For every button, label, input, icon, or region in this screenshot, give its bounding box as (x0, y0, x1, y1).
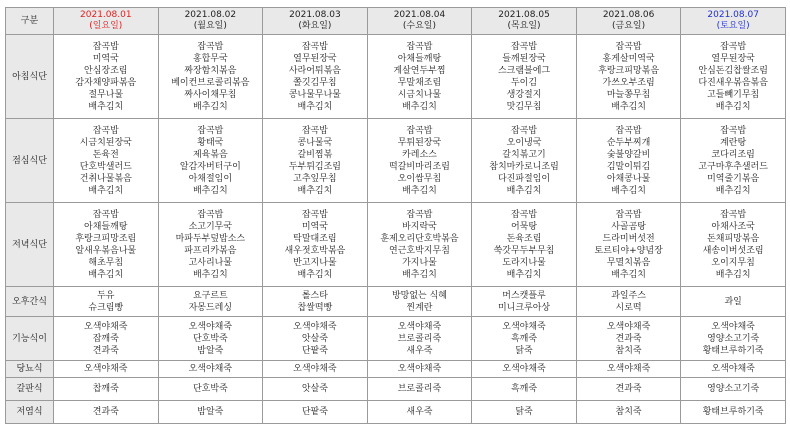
menu-item: 짜장함치볶음 (184, 65, 237, 76)
menu-item: 잡곡밥 (615, 41, 642, 52)
menu-item: 슈크림빵 (88, 302, 124, 313)
row-label: 기능식이 (6, 317, 54, 361)
menu-item: 오색야채죽 (293, 321, 337, 332)
menu-item: 후랑크피망조림 (75, 233, 137, 244)
menu-item: 배추김치 (192, 185, 228, 196)
menu-item: 미역국 (92, 53, 119, 64)
menu-item: 배추김치 (506, 185, 542, 196)
menu-cell (158, 401, 263, 424)
menu-item: 새우죽 (406, 407, 433, 417)
row-label: 저염식 (6, 401, 54, 424)
menu-item: 배추김치 (506, 269, 542, 280)
menu-item: 오색야채죽 (293, 364, 337, 374)
menu-item: 새우죽 (406, 345, 433, 356)
menu-item: 배추김치 (402, 101, 437, 112)
menu-item: 아채절임이 (188, 173, 233, 184)
menu-item: 오색야채죽 (606, 364, 651, 374)
menu-item: 새우젓호박볶음 (284, 245, 346, 256)
menu-item: 아채콩나물 (606, 173, 651, 184)
menu-item: 잡곡밥 (720, 125, 747, 136)
menu-item: 잡곡밥 (406, 125, 433, 136)
menu-item: 미니크루아상 (497, 302, 551, 313)
menu-item: 무말채조림 (397, 77, 442, 88)
menu-cell (158, 361, 263, 378)
menu-item: 연근호박지무침 (389, 245, 450, 256)
menu-item: 토르티야+양념장 (594, 245, 663, 256)
menu-cell (158, 378, 263, 401)
menu-item: 알새우볶음나물 (75, 245, 137, 256)
menu-item: 무튀된장국 (397, 137, 442, 148)
menu-cell (367, 378, 472, 401)
menu-item: 소고기무국 (188, 221, 233, 232)
lunch-row (6, 119, 786, 203)
menu-item: 머스캣플루 (502, 290, 546, 301)
menu-item: 영양소고기죽 (707, 384, 760, 394)
menu-item: 게살연두부찜 (393, 65, 446, 76)
menu-cell (263, 317, 368, 361)
menu-cell (263, 119, 368, 203)
menu-item: 해초무침 (88, 257, 124, 268)
menu-cell (681, 361, 786, 378)
menu-item: 잡깨죽 (92, 333, 119, 344)
menu-cell (54, 35, 159, 119)
date-header (158, 8, 263, 35)
date-text: 2021.08.04 (393, 10, 446, 20)
menu-item: 오색야채죽 (397, 364, 442, 374)
menu-cell (263, 287, 368, 317)
menu-item: 가지나물 (402, 257, 437, 268)
menu-item: 견과죽 (92, 345, 119, 356)
menu-item: 배추김치 (402, 269, 437, 280)
menu-cell (472, 361, 577, 378)
menu-cell (158, 35, 263, 119)
menu-cell (263, 378, 368, 401)
menu-cell (472, 378, 577, 401)
weekday-text: (일요일) (89, 21, 123, 31)
menu-item: 들깨된장국 (502, 53, 546, 64)
menu-item: 배추김치 (715, 269, 751, 280)
menu-item: 오색야채죽 (188, 321, 233, 332)
menu-cell (681, 119, 786, 203)
date-header (681, 8, 786, 35)
menu-item: 단팥죽 (301, 345, 328, 356)
menu-item: 드라미버섯전 (602, 233, 655, 244)
date-text: 2021.08.01 (80, 10, 132, 20)
menu-cell (367, 119, 472, 203)
menu-item: 배추김치 (611, 269, 646, 280)
menu-item: 과일 (724, 296, 742, 307)
menu-item: 배추김치 (192, 101, 228, 112)
menu-cell (472, 35, 577, 119)
menu-item: 배추김치 (192, 269, 228, 280)
menu-item: 잡곡밥 (720, 209, 747, 220)
row-label: 점심식단 (6, 119, 54, 203)
menu-item: 황태브루하기죽 (702, 407, 764, 417)
dinner-row (6, 203, 786, 287)
menu-cell (158, 287, 263, 317)
menu-item: 반고지나물 (293, 257, 337, 268)
menu-cell (472, 203, 577, 287)
menu-cell (472, 401, 577, 424)
menu-cell (576, 378, 681, 401)
menu-item: 과일주스 (611, 290, 646, 301)
menu-cell (54, 401, 159, 424)
menu-item: 밤알죽 (197, 345, 224, 356)
menu-item: 고사리나물 (188, 257, 233, 268)
menu-item: 오색야채죽 (502, 321, 546, 332)
menu-cell (263, 203, 368, 287)
menu-item: 잡곡밥 (301, 125, 328, 136)
menu-item: 시금치된장국 (79, 137, 132, 148)
menu-cell (158, 203, 263, 287)
weekday-text: (금요일) (612, 21, 646, 31)
menu-item: 찐계란 (406, 302, 433, 313)
menu-cell (54, 203, 159, 287)
menu-item: 마늘쫑무침 (606, 89, 651, 100)
breakfast-row (6, 35, 786, 119)
menu-cell (54, 361, 159, 378)
date-text: 2021.08.02 (184, 10, 237, 20)
menu-item: 두유 (97, 290, 115, 301)
menu-item: 배추김치 (297, 185, 333, 196)
menu-cell (54, 317, 159, 361)
menu-item: 흑깨죽 (510, 333, 538, 344)
menu-item: 잡곡밥 (720, 41, 747, 52)
menu-item: 참치죽 (615, 407, 642, 417)
menu-cell (472, 317, 577, 361)
menu-item: 돈채피망볶음 (707, 233, 760, 244)
menu-item: 새송이버섯조림 (702, 245, 764, 256)
row-label: 갈판식 (6, 378, 54, 401)
weekday-text: (화요일) (298, 21, 332, 31)
menu-item: 배추김치 (88, 185, 124, 196)
menu-item: 잡곡밥 (615, 125, 642, 136)
menu-item: 흑깨죽 (510, 384, 538, 394)
menu-item: 오이쌈무침 (397, 173, 442, 184)
menu-item: 무멸치볶음 (606, 257, 651, 268)
menu-item: 콩나물국 (297, 137, 333, 148)
menu-item: 파프리카볶음 (184, 245, 237, 256)
menu-item: 콩나물무나물 (288, 89, 341, 100)
low-calorie-diet-row (6, 378, 786, 401)
menu-item: 참치죽 (615, 345, 642, 356)
menu-item: 미역국 (301, 221, 328, 232)
menu-item: 오색야채죽 (188, 364, 233, 374)
menu-item: 오색야채죽 (84, 364, 128, 374)
menu-cell (158, 119, 263, 203)
menu-cell (367, 317, 472, 361)
menu-item: 훈제오리단호박볶음 (380, 233, 459, 244)
menu-item: 제육볶음 (192, 149, 228, 160)
menu-item: 탁말대조림 (293, 233, 337, 244)
menu-item: 두부튀김조림 (288, 161, 341, 172)
menu-item: 생강절지 (506, 89, 542, 100)
menu-item: 황태국 (197, 137, 224, 148)
menu-item: 오이지무침 (711, 257, 755, 268)
menu-item: 잡곡밥 (197, 41, 224, 52)
menu-item: 잡곡밥 (92, 41, 119, 52)
menu-cell (263, 361, 368, 378)
menu-item: 홍게살미역국 (602, 53, 655, 64)
menu-item: 견과죽 (615, 333, 642, 344)
menu-item: 어묵탕 (510, 221, 538, 232)
row-label: 아침식단 (6, 35, 54, 119)
menu-cell (263, 35, 368, 119)
date-text: 2021.08.07 (707, 10, 759, 20)
menu-cell (367, 35, 472, 119)
menu-item: 오색야채죽 (502, 364, 546, 374)
menu-item: 시로떡 (615, 302, 642, 313)
menu-item: 열무된장국 (293, 53, 337, 64)
snack-row (6, 287, 786, 317)
menu-item: 가쓰오부조림 (602, 77, 655, 88)
menu-cell (681, 287, 786, 317)
row-label: 저녁식단 (6, 203, 54, 287)
menu-item: 견과죽 (92, 407, 119, 417)
menu-item: 단호박죽 (192, 333, 228, 344)
menu-cell (472, 287, 577, 317)
menu-item: 떡갈비마리조림 (389, 161, 450, 172)
menu-item: 잡곡밥 (92, 209, 119, 220)
menu-item: 잡곡밥 (197, 209, 224, 220)
menu-cell (367, 203, 472, 287)
menu-item: 영양소고기죽 (707, 333, 760, 344)
menu-item: 미역줄기볶음 (707, 173, 760, 184)
menu-item: 스크램블에그 (497, 65, 551, 76)
date-header (263, 8, 368, 35)
menu-item: 아채들깨탕 (397, 53, 442, 64)
menu-item: 잡곡밥 (510, 209, 538, 220)
menu-cell (54, 119, 159, 203)
menu-item: 안심장조림 (84, 65, 128, 76)
menu-item: 오색야채죽 (84, 321, 128, 332)
menu-item: 후랑크피망볶음 (598, 65, 660, 76)
menu-item: 알감자버터구이 (179, 161, 241, 172)
menu-item: 잡곡밥 (406, 209, 433, 220)
menu-item: 잡곡밥 (301, 209, 328, 220)
menu-cell (576, 119, 681, 203)
menu-item: 브로콜리죽 (397, 384, 442, 394)
menu-cell (472, 119, 577, 203)
menu-cell (576, 401, 681, 424)
menu-item: 오색야채죽 (711, 321, 755, 332)
menu-item: 찹깨죽 (92, 384, 119, 394)
menu-item: 잡곡밥 (92, 125, 119, 136)
menu-item: 김말이튀김 (606, 161, 651, 172)
menu-item: 참치마카로니조림 (489, 161, 559, 172)
menu-item: 쑥갓무두부무침 (493, 245, 555, 256)
menu-item: 아채사조국 (711, 221, 755, 232)
menu-cell (576, 35, 681, 119)
menu-item: 짜사이채무침 (184, 89, 237, 100)
menu-cell (367, 361, 472, 378)
row-label: 오후간식 (6, 287, 54, 317)
menu-item: 배추김치 (715, 101, 751, 112)
menu-item: 롤스타 (301, 290, 328, 301)
menu-item: 코다리조림 (711, 149, 755, 160)
menu-item: 밤알죽 (197, 407, 224, 417)
menu-item: 잡곡밥 (510, 41, 538, 52)
menu-cell (263, 401, 368, 424)
menu-item: 다진파절임이 (497, 173, 551, 184)
functional-diet-row (6, 317, 786, 361)
menu-item: 안심돈김찹쌀조림 (698, 65, 768, 76)
menu-item: 계란탕 (720, 137, 747, 148)
menu-item: 단팥죽 (301, 407, 328, 417)
meal-menu-table (5, 7, 786, 424)
menu-item: 잡곡밥 (301, 41, 328, 52)
menu-item: 브로콜리죽 (397, 333, 442, 344)
date-header (472, 8, 577, 35)
menu-item: 단호박샐러드 (79, 161, 132, 172)
menu-item: 열무된장국 (711, 53, 755, 64)
menu-item: 오이냉국 (506, 137, 542, 148)
menu-cell (576, 203, 681, 287)
menu-item: 홍합무국 (192, 53, 228, 64)
menu-cell (367, 287, 472, 317)
menu-item: 아채들깨탕 (84, 221, 128, 232)
diabetic-diet-row (6, 361, 786, 378)
menu-item: 방망없는 식혜 (391, 290, 447, 301)
menu-item: 돈육조림 (506, 233, 542, 244)
menu-item: 고구마후추샐러드 (698, 161, 768, 172)
menu-item: 시금치나물 (397, 89, 442, 100)
menu-cell (681, 317, 786, 361)
menu-item: 배추김치 (88, 101, 124, 112)
menu-item: 배추김치 (297, 101, 333, 112)
weekday-text: (수요일) (402, 21, 437, 31)
menu-item: 쫄깃김무침 (293, 77, 337, 88)
row-label: 당뇨식 (6, 361, 54, 378)
weekday-text: (월요일) (193, 21, 227, 31)
date-text: 2021.08.06 (602, 10, 655, 20)
menu-item: 돈육전 (92, 149, 119, 160)
date-header (54, 8, 159, 35)
menu-item: 갈비찜볶 (297, 149, 333, 160)
menu-item: 바지락국 (402, 221, 437, 232)
menu-item: 고들빼기무침 (707, 89, 760, 100)
date-text: 2021.08.03 (289, 10, 341, 20)
menu-item: 마파두부덮밥소스 (175, 233, 246, 244)
date-header (367, 8, 472, 35)
menu-cell (576, 361, 681, 378)
menu-item: 오색야채죽 (606, 321, 651, 332)
menu-item: 앗살죽 (301, 333, 328, 344)
date-text: 2021.08.05 (498, 10, 550, 20)
menu-cell (576, 317, 681, 361)
menu-item: 견과죽 (615, 384, 642, 394)
menu-cell (367, 401, 472, 424)
menu-item: 맛김무침 (506, 101, 542, 112)
menu-cell (681, 203, 786, 287)
menu-item: 황태브루하기죽 (702, 345, 764, 356)
menu-item: 배추김치 (88, 269, 124, 280)
low-salt-diet-row (6, 401, 786, 424)
menu-item: 사골곰탕 (611, 221, 646, 232)
menu-item: 감자채양파볶음 (75, 77, 137, 88)
menu-cell (681, 378, 786, 401)
menu-item: 숯불양갈비 (606, 149, 651, 160)
menu-item: 잡곡밥 (197, 125, 224, 136)
menu-item: 사라어튀볶음 (288, 65, 341, 76)
menu-cell (158, 317, 263, 361)
weekday-text: (목요일) (507, 21, 541, 31)
menu-item: 도라지나물 (502, 257, 546, 268)
header-row (6, 8, 786, 35)
menu-item: 고추잎무침 (293, 173, 337, 184)
menu-cell (54, 287, 159, 317)
menu-item: 자몽드레싱 (188, 302, 233, 313)
menu-item: 요구르트 (192, 290, 228, 301)
menu-item: 단호박죽 (192, 384, 228, 394)
menu-item: 카레소스 (402, 149, 437, 160)
menu-item: 두이김 (510, 77, 538, 88)
menu-item: 배추김치 (611, 101, 646, 112)
weekday-text: (토요일) (716, 21, 750, 31)
menu-item: 건취나물볶음 (79, 173, 132, 184)
menu-item: 닭죽 (515, 407, 533, 417)
menu-cell (576, 287, 681, 317)
menu-item: 찹쌀떡빵 (297, 302, 333, 313)
menu-item: 배추김치 (402, 185, 437, 196)
menu-item: 오색야채죽 (711, 364, 755, 374)
menu-item: 잡곡밥 (510, 125, 538, 136)
menu-item: 배추김치 (715, 185, 751, 196)
menu-cell (681, 401, 786, 424)
menu-cell (681, 35, 786, 119)
menu-item: 배추김치 (297, 269, 333, 280)
menu-item: 잡곡밥 (406, 41, 433, 52)
menu-cell (54, 378, 159, 401)
menu-item: 베이컨브로콜리볶음 (171, 77, 250, 88)
menu-item: 절무나물 (88, 89, 124, 100)
menu-item: 배추김치 (611, 185, 646, 196)
menu-item: 갈치볶고기 (502, 149, 546, 160)
menu-item: 닭죽 (515, 345, 533, 356)
menu-item: 오색야채죽 (397, 321, 442, 332)
menu-item: 순두부찌개 (606, 137, 651, 148)
menu-item: 잡곡밥 (615, 209, 642, 220)
menu-item: 다진새우볶음볶음 (698, 77, 768, 88)
corner-header: 구분 (6, 8, 54, 35)
menu-item: 앗살죽 (301, 384, 328, 394)
date-header (576, 8, 681, 35)
